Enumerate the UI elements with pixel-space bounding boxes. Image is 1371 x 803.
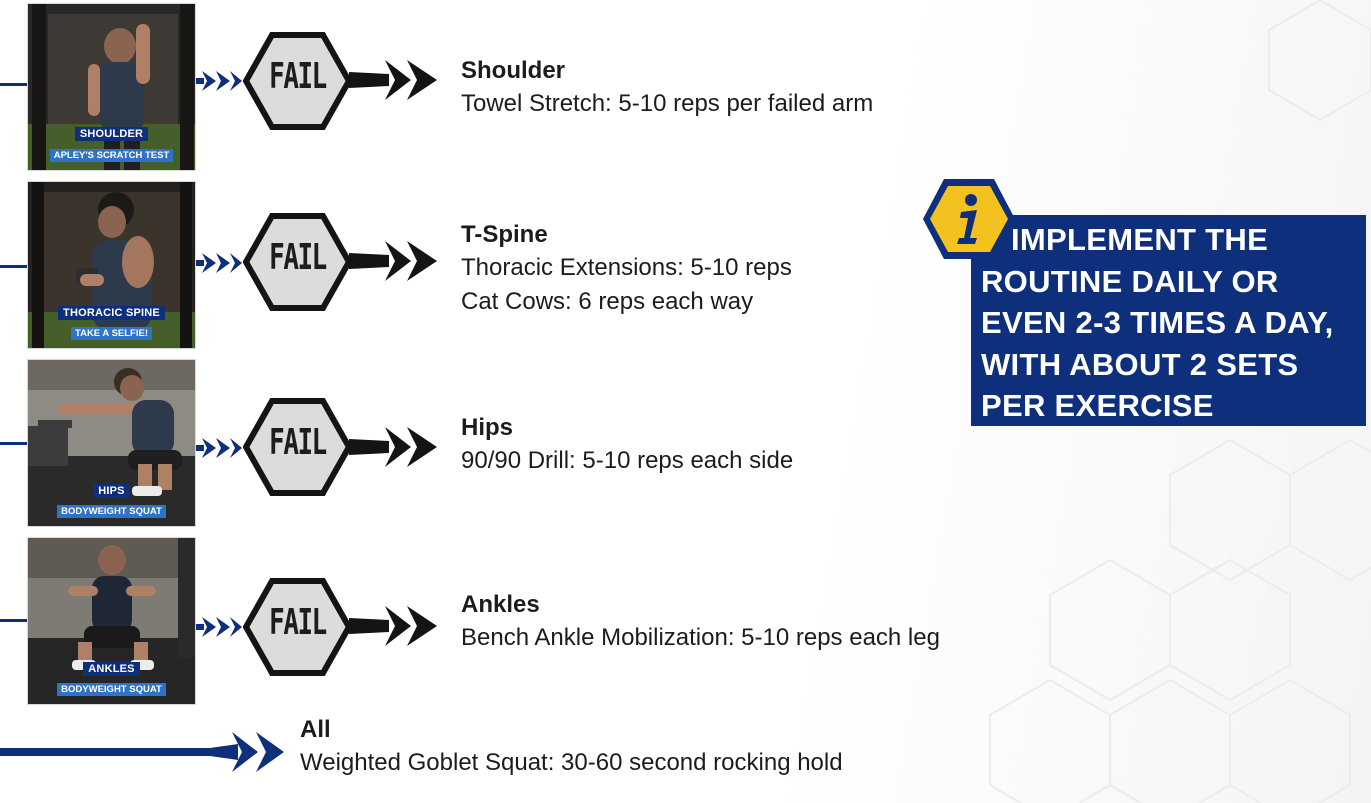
info-text-line: PER EXERCISE — [981, 388, 1214, 423]
exercise-block-t-spine — [461, 219, 792, 319]
fail-arrow-icon — [349, 427, 439, 467]
all-arrow-icon — [0, 730, 290, 774]
fail-badge-label: FAIL — [269, 237, 326, 278]
thumb-title: THORACIC SPINE — [58, 306, 165, 320]
flow-connector — [0, 83, 28, 86]
fail-badge-label: FAIL — [269, 422, 326, 463]
exercise-title: T-Spine — [461, 221, 548, 248]
info-callout — [971, 215, 1366, 426]
fail-arrow-icon — [349, 241, 439, 281]
fail-badge-label: FAIL — [269, 602, 326, 643]
thumb-title: HIPS — [93, 484, 129, 498]
thoracic-spine-test-photo — [28, 182, 196, 349]
flow-connector — [0, 619, 28, 622]
shoulder-test-photo — [28, 4, 196, 171]
ankles-test-photo — [28, 538, 196, 705]
thumb-title: ANKLES — [83, 662, 139, 676]
exercise-title: Hips — [461, 414, 514, 441]
info-text-line: IMPLEMENT THE — [1011, 222, 1269, 257]
exercise-title: Shoulder — [461, 57, 566, 84]
fail-badge-label: FAIL — [269, 56, 326, 97]
hips-test-photo — [28, 360, 196, 527]
fail-arrow-icon — [349, 60, 439, 100]
thumbnail-thoracic-spine — [27, 181, 196, 349]
thumbnail-hips — [27, 359, 196, 527]
info-text-line: EVEN 2-3 TIMES A DAY, — [981, 305, 1334, 340]
exercise-block-hips — [461, 412, 793, 478]
exercise-line: 90/90 Drill: 5-10 reps each side — [461, 447, 794, 474]
thumb-subtitle: BODYWEIGHT SQUAT — [57, 683, 166, 696]
double-chevron-icon — [196, 437, 244, 459]
thumb-title: SHOULDER — [75, 127, 148, 141]
thumbnail-ankles — [27, 537, 196, 705]
flow-connector — [0, 442, 28, 445]
exercise-line: Bench Ankle Mobilization: 5-10 reps each leg — [461, 624, 940, 651]
thumb-subtitle: BODYWEIGHT SQUAT — [57, 505, 166, 518]
thumb-subtitle: APLEY'S SCRATCH TEST — [50, 149, 174, 162]
exercise-line: Thoracic Extensions: 5-10 reps — [461, 254, 792, 281]
fail-arrow-icon — [349, 606, 439, 646]
exercise-block-ankles — [461, 589, 940, 655]
double-chevron-icon — [196, 252, 244, 274]
info-text-line: WITH ABOUT 2 SETS — [981, 346, 1299, 382]
info-text-line: ROUTINE DAILY OR — [981, 263, 1279, 299]
exercise-block-all — [300, 714, 843, 780]
flow-connector — [0, 265, 28, 268]
double-chevron-icon — [196, 616, 244, 638]
exercise-line: Weighted Goblet Squat: 30-60 second rocking hold — [300, 749, 843, 776]
exercise-line: Cat Cows: 6 reps each way — [461, 288, 754, 315]
thumbnail-shoulder — [27, 3, 196, 171]
info-icon — [921, 176, 1017, 262]
exercise-title: Ankles — [461, 591, 540, 618]
exercise-title: All — [300, 716, 331, 743]
exercise-block-shoulder — [461, 55, 873, 121]
thumb-subtitle: TAKE A SELFIE! — [71, 327, 152, 340]
exercise-line: Towel Stretch: 5-10 reps per failed arm — [461, 90, 874, 117]
double-chevron-icon — [196, 70, 244, 92]
